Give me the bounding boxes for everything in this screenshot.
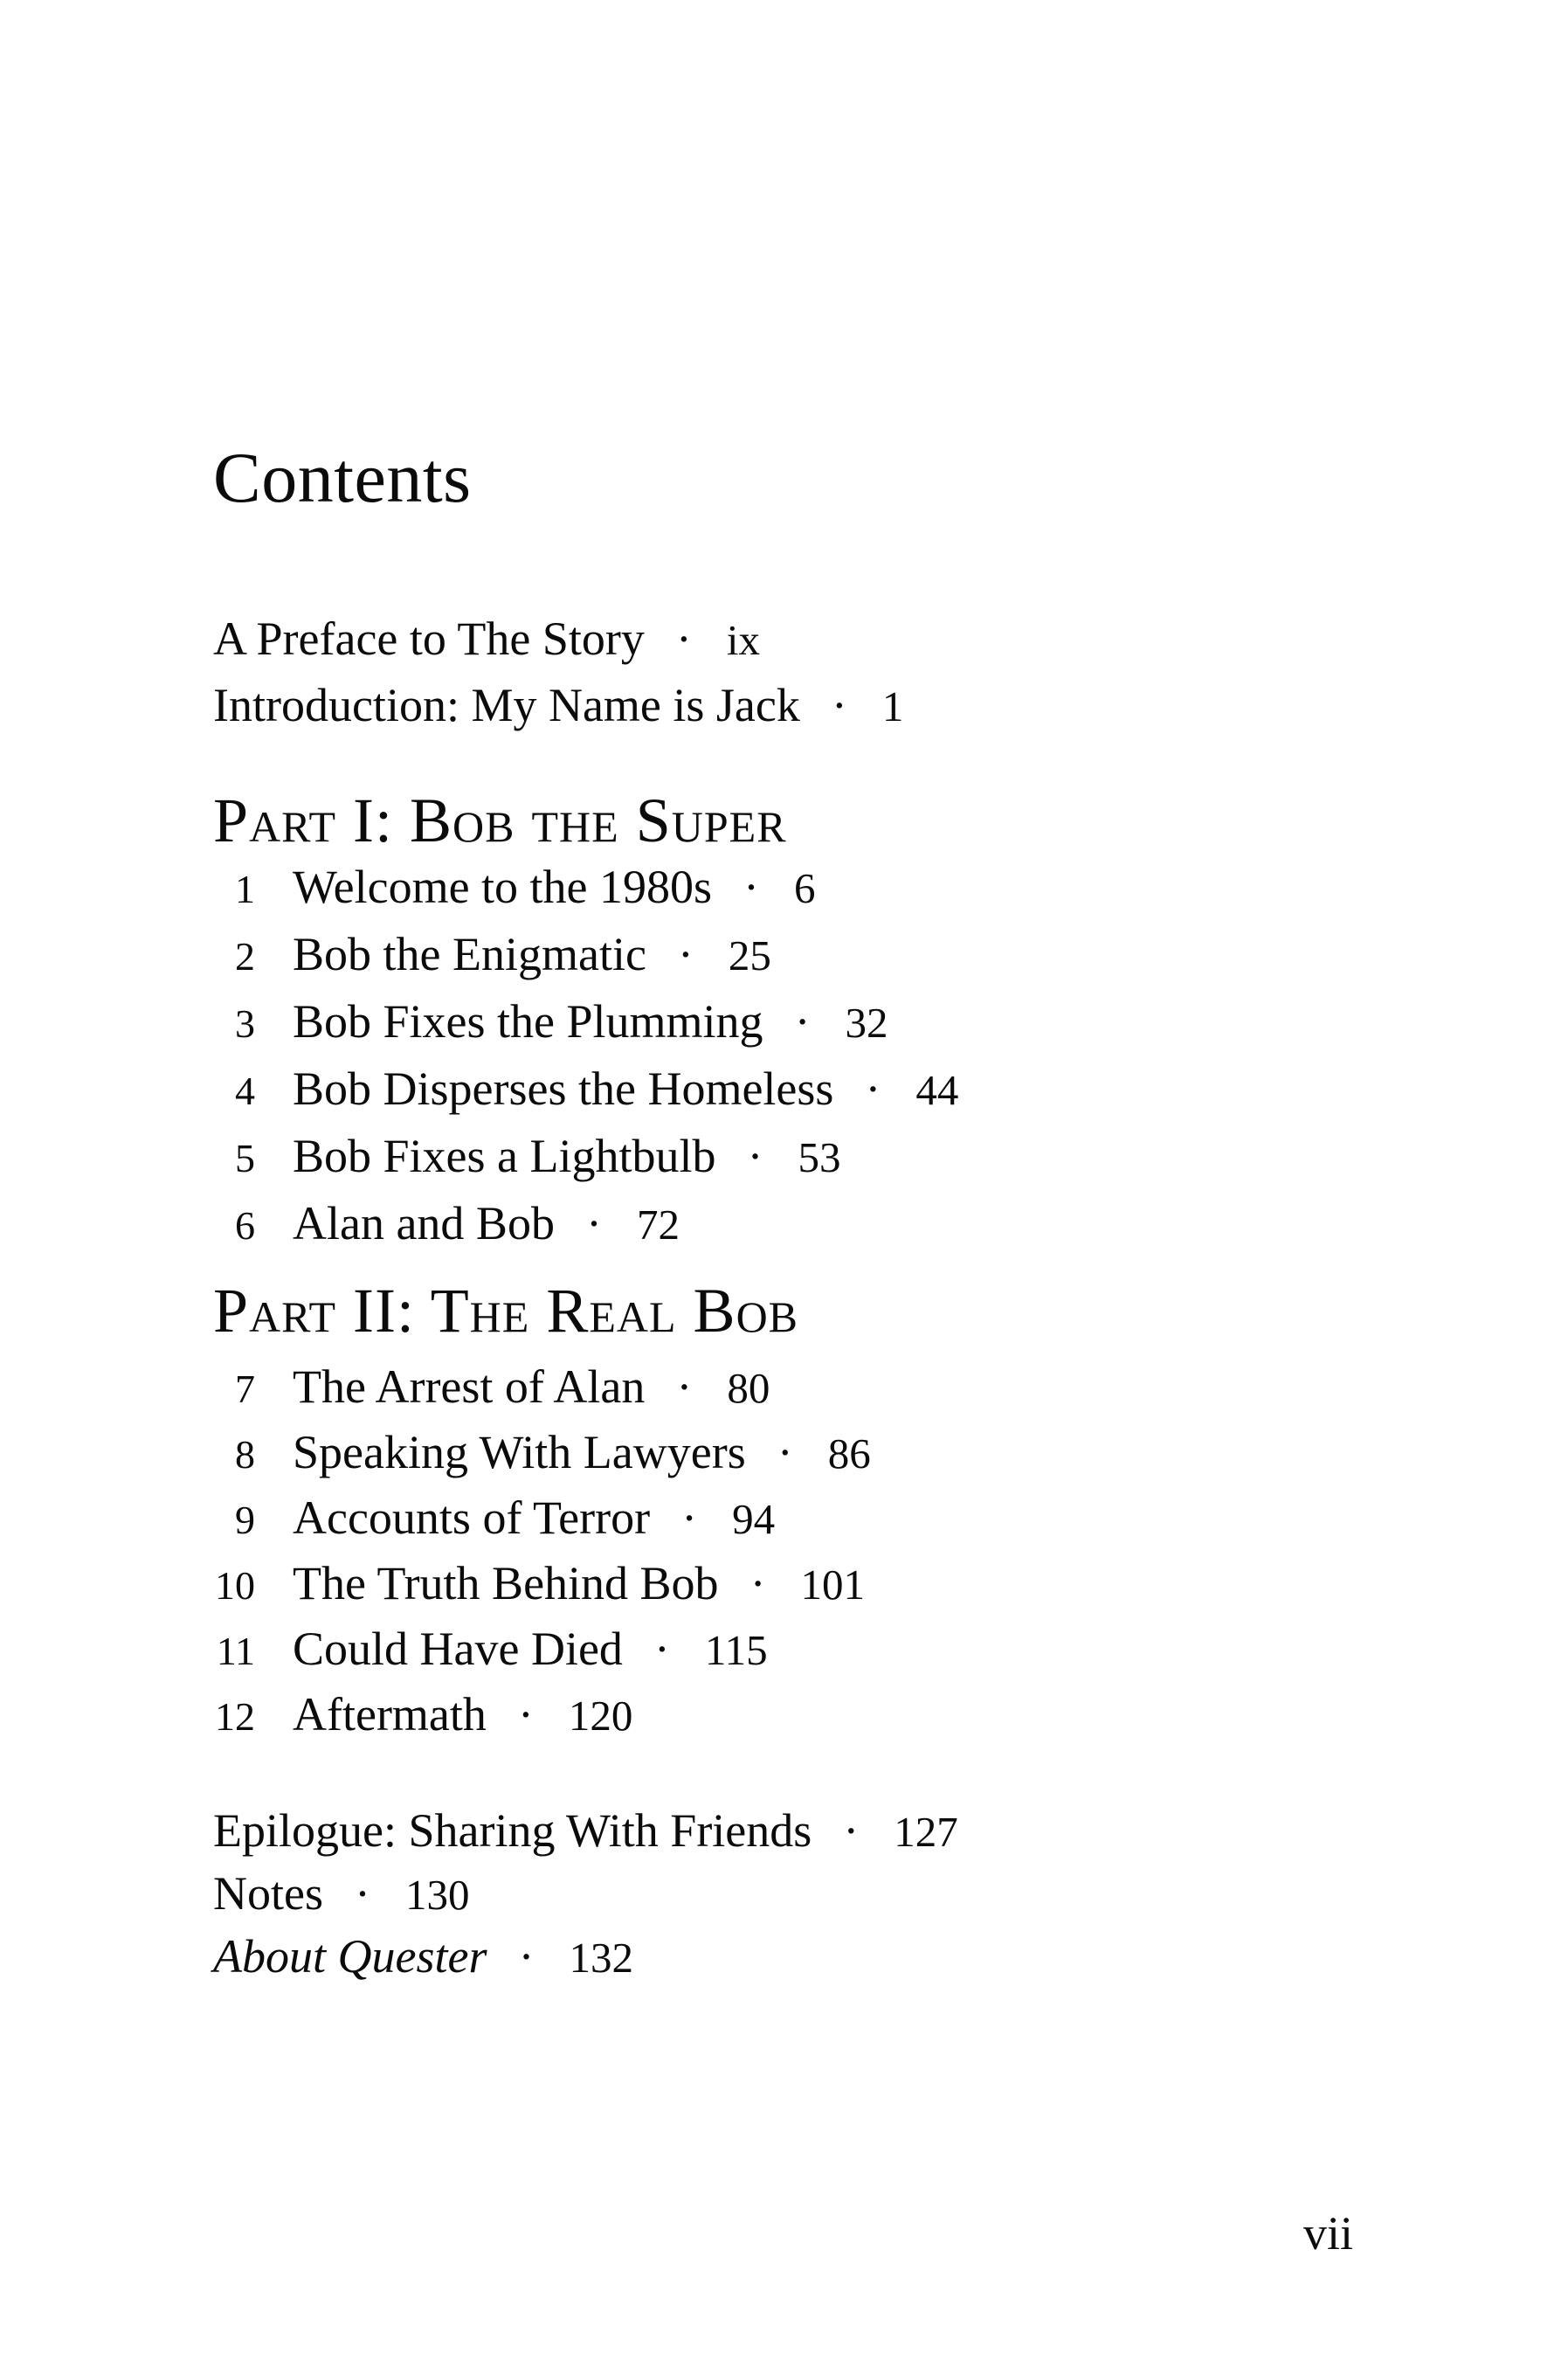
entry-page-number: 130 — [404, 1871, 470, 1919]
back-matter-entry — [213, 1926, 958, 1989]
chapter-title: Accounts of Terror — [293, 1491, 651, 1544]
back-matter-list — [213, 1800, 958, 1989]
back-matter-entry — [213, 1863, 958, 1926]
chapter-title: The Truth Behind Bob — [293, 1557, 719, 1609]
dot-separator: · — [517, 1688, 534, 1741]
chapter-entry — [213, 1683, 871, 1748]
chapter-number: 6 — [235, 1203, 255, 1248]
chapter-title: Bob Disperses the Homeless — [293, 1062, 834, 1115]
front-matter-entry — [213, 606, 903, 673]
chapter-entry — [213, 1617, 871, 1683]
part-heading: Part II: The Real Bob — [213, 1276, 799, 1346]
entry-page-number: 132 — [569, 1934, 633, 1982]
chapter-entry — [213, 1552, 871, 1617]
entry-page-number: 120 — [568, 1692, 633, 1740]
chapter-title: Aftermath — [293, 1688, 487, 1741]
dot-separator: · — [777, 1426, 793, 1478]
chapter-number: 3 — [235, 1001, 255, 1046]
chapter-number: 10 — [215, 1563, 255, 1608]
chapter-entry — [213, 1056, 958, 1124]
dot-separator: · — [518, 1930, 535, 1983]
front-matter-entry — [213, 673, 903, 739]
chapter-entry — [213, 1355, 871, 1421]
chapter-number: 7 — [235, 1367, 255, 1411]
entry-page-number: 44 — [915, 1066, 959, 1114]
front-matter-list — [213, 606, 903, 739]
chapter-entry — [213, 989, 958, 1056]
chapter-entry — [213, 1124, 958, 1191]
dot-separator: · — [865, 1062, 881, 1115]
chapter-number: 9 — [235, 1498, 255, 1542]
entry-page-number: 72 — [636, 1201, 680, 1249]
chapter-number: 1 — [235, 867, 255, 911]
entry-page-number: 32 — [845, 999, 888, 1047]
entry-page-number: 25 — [728, 931, 771, 979]
chapter-number: 4 — [235, 1069, 255, 1113]
entry-label: Introduction: My Name is Jack — [213, 679, 800, 731]
chapter-entry — [213, 922, 958, 989]
chapter-title: The Arrest of Alan — [293, 1360, 646, 1413]
part-chapter-list — [213, 1355, 871, 1748]
entry-page-number: 1 — [881, 682, 904, 730]
dot-separator: · — [676, 1360, 693, 1413]
entry-label: Notes — [213, 1867, 323, 1920]
entry-label: A Preface to The Story — [213, 612, 645, 665]
chapter-title: Welcome to the 1980s — [293, 861, 713, 913]
chapter-title: Speaking With Lawyers — [293, 1426, 746, 1478]
chapter-entry — [213, 855, 958, 922]
dot-separator: · — [653, 1623, 670, 1675]
dot-separator: · — [794, 995, 811, 1048]
entry-page-number: 127 — [894, 1808, 958, 1856]
entry-page-number: 86 — [827, 1429, 871, 1478]
dot-separator: · — [354, 1867, 370, 1920]
chapter-title: Bob Fixes the Plumming — [293, 995, 763, 1048]
entry-page-number: 53 — [798, 1133, 841, 1181]
chapter-number: 2 — [235, 934, 255, 979]
entry-page-number: 6 — [794, 864, 816, 912]
page-title: Contents — [213, 438, 472, 517]
folio-page-number: vii — [1302, 2207, 1353, 2260]
dot-separator: · — [747, 1130, 763, 1182]
part-chapter-list — [213, 855, 958, 1258]
back-matter-entry — [213, 1800, 958, 1863]
entry-page-number: 115 — [704, 1626, 768, 1674]
entry-page-number: 94 — [732, 1495, 776, 1543]
chapter-number: 12 — [215, 1694, 255, 1739]
entry-page-number: ix — [726, 616, 760, 664]
dot-separator: · — [831, 679, 847, 731]
chapter-number: 5 — [235, 1136, 255, 1180]
entry-page-number: 101 — [800, 1561, 866, 1609]
dot-separator: · — [681, 1491, 698, 1544]
dot-separator: · — [749, 1557, 766, 1609]
chapter-title: Alan and Bob — [293, 1197, 555, 1249]
dot-separator: · — [675, 612, 692, 665]
entry-label: About Quester — [213, 1930, 487, 1983]
dot-separator: · — [843, 1804, 860, 1857]
chapter-entry — [213, 1421, 871, 1486]
chapter-entry — [213, 1191, 958, 1258]
part-heading: Part I: Bob the Super — [213, 785, 787, 855]
chapter-title: Bob Fixes a Lightbulb — [293, 1130, 716, 1182]
chapter-title: Could Have Died — [293, 1623, 623, 1675]
chapter-entry — [213, 1486, 871, 1552]
chapter-number: 8 — [235, 1432, 255, 1477]
dot-separator: · — [677, 928, 694, 980]
dot-separator: · — [585, 1197, 602, 1249]
chapter-number: 11 — [216, 1629, 255, 1673]
entry-page-number: 80 — [727, 1364, 770, 1412]
dot-separator: · — [743, 861, 760, 913]
chapter-title: Bob the Enigmatic — [293, 928, 646, 980]
entry-label: Epilogue: Sharing With Friends — [213, 1804, 812, 1857]
